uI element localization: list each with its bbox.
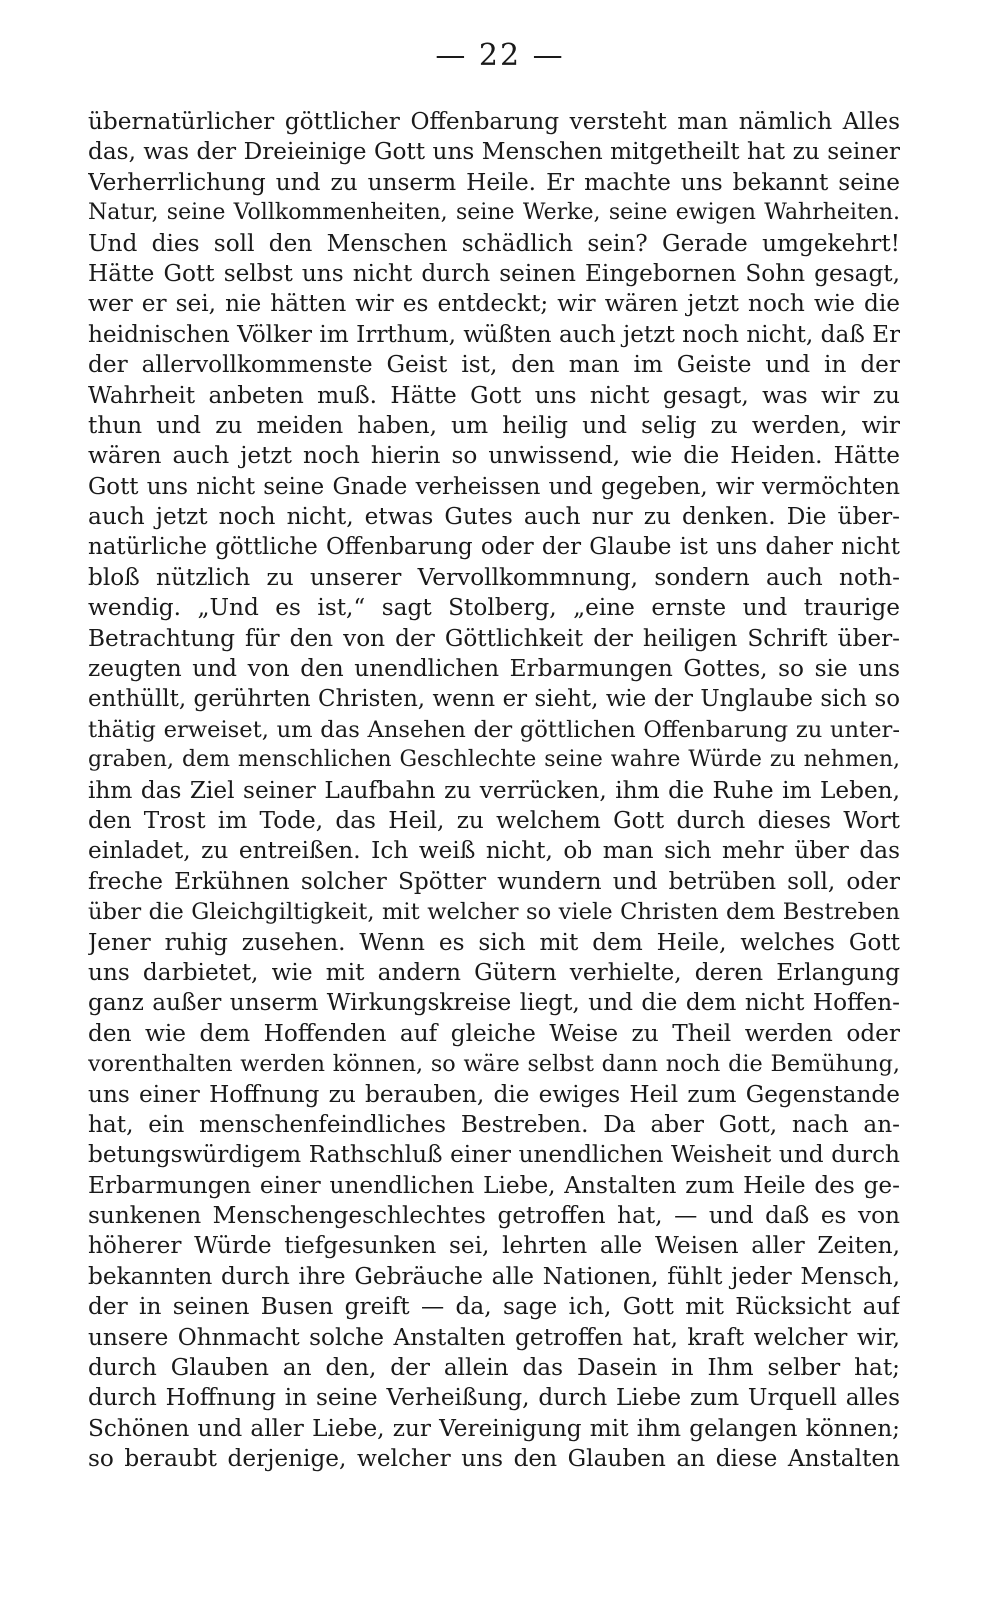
- text-line: das, was der Dreieinige Gott uns Menschen mitgetheilt hat zu seiner: [88, 138, 900, 166]
- text-line: den Trost im Tode, das Heil, zu welchem Gott durch dieses Wort: [88, 806, 900, 834]
- text-line: auch jetzt noch nicht, etwas Gutes auch nur zu denken. Die über-: [88, 503, 900, 531]
- text-line: durch Glauben an den, der allein das Dasein in Ihm selber hat;: [88, 1354, 900, 1382]
- text-line: vorenthalten werden können, so wäre selbst dann noch die Bemühung,: [88, 1051, 900, 1078]
- text-line: thätig erweiset, um das Ansehen der göttlichen Offenbarung zu unter-: [88, 716, 900, 743]
- text-line: graben, dem menschlichen Geschlechte seine wahre Würde zu nehmen,: [88, 747, 900, 773]
- text-line: über die Gleichgiltigkeit, mit welcher so viele Christen dem Bestreben: [88, 899, 900, 926]
- text-line: der allervollkommenste Geist ist, den man im Geiste und in der: [88, 351, 900, 379]
- text-line: ganz außer unserm Wirkungskreise liegt, und die dem nicht Hoffen-: [88, 989, 900, 1017]
- text-line: natürliche göttliche Offenbarung oder der Glaube ist uns daher nicht: [88, 534, 900, 561]
- text-line: so beraubt derjenige, welcher uns den Glauben an diese Anstalten: [88, 1445, 900, 1473]
- text-line: wer er sei, nie hätten wir es entdeckt; wir wären jetzt noch wie die: [88, 290, 900, 318]
- text-line: der in seinen Busen greift — da, sage ich, Gott mit Rücksicht auf: [88, 1293, 900, 1321]
- text-line: uns einer Hoffnung zu berauben, die ewiges Heil zum Gegenstande: [88, 1080, 900, 1108]
- text-line: Schönen und aller Liebe, zur Vereinigung mit ihm gelangen können;: [88, 1414, 900, 1442]
- text-line: Jener ruhig zusehen. Wenn es sich mit dem Heile, welches Gott: [88, 928, 900, 956]
- text-line: wendig. „Und es ist,“ sagt Stolberg, „eine ernste und traurige: [88, 594, 900, 622]
- text-line: freche Erkühnen solcher Spötter wundern und betrüben soll, oder: [88, 867, 900, 895]
- text-line: zeugten und von den unendlichen Erbarmungen Gottes, so sie uns: [88, 655, 900, 683]
- text-line: Gott uns nicht seine Gnade verheissen und gegeben, wir vermöchten: [88, 473, 900, 500]
- text-line: heidnischen Völker im Irrthum, wüßten auch jetzt noch nicht, daß Er: [88, 320, 900, 348]
- text-line: Hätte Gott selbst uns nicht durch seinen Eingebornen Sohn gesagt,: [88, 259, 900, 287]
- text-line: ihm das Ziel seiner Laufbahn zu verrücken, ihm die Ruhe im Leben,: [88, 776, 900, 804]
- text-line: den wie dem Hoffenden auf gleiche Weise zu Theil werden oder: [88, 1019, 900, 1047]
- text-line: enthüllt, gerührten Christen, wenn er sieht, wie der Unglaube sich so: [88, 686, 900, 713]
- body-text: [88, 107, 900, 1475]
- text-line: unsere Ohnmacht solche Anstalten getroffen hat, kraft welcher wir,: [88, 1323, 900, 1351]
- text-line: höherer Würde tiefgesunken sei, lehrten alle Weisen aller Zeiten,: [88, 1232, 900, 1260]
- text-line: sunkenen Menschengeschlechtes getroffen hat, — und daß es von: [88, 1202, 900, 1230]
- text-line: Natur, seine Vollkommenheiten, seine Werke, seine ewigen Wahrheiten.: [88, 200, 900, 226]
- text-line: wären auch jetzt noch hierin so unwissend, wie die Heiden. Hätte: [88, 442, 900, 470]
- text-line: Wahrheit anbeten muß. Hätte Gott uns nicht gesagt, was wir zu: [88, 381, 900, 409]
- text-line: betungswürdigem Rathschluß einer unendlichen Weisheit und durch: [88, 1141, 900, 1169]
- text-line: hat, ein menschenfeindliches Bestreben. Da aber Gott, nach an-: [88, 1110, 900, 1138]
- text-line: Und dies soll den Menschen schädlich sein? Gerade umgekehrt!: [88, 229, 900, 257]
- page-number: — 22 —: [435, 38, 565, 73]
- text-line: Verherrlichung und zu unserm Heile. Er machte uns bekannt seine: [88, 168, 900, 196]
- text-line: uns darbietet, wie mit andern Gütern verhielte, deren Erlangung: [88, 958, 900, 986]
- text-line: Betrachtung für den von der Göttlichkeit der heiligen Schrift über-: [88, 624, 900, 652]
- text-line: bloß nützlich zu unserer Vervollkommnung, sondern auch noth-: [88, 563, 900, 591]
- text-line: Erbarmungen einer unendlichen Liebe, Anstalten zum Heile des ge-: [88, 1171, 900, 1199]
- text-line: thun und zu meiden haben, um heilig und selig zu werden, wir: [88, 411, 900, 439]
- text-line: bekannten durch ihre Gebräuche alle Nationen, fühlt jeder Mensch,: [88, 1262, 900, 1290]
- text-line: einladet, zu entreißen. Ich weiß nicht, ob man sich mehr über das: [88, 837, 900, 865]
- text-line: übernatürlicher göttlicher Offenbarung versteht man nämlich Alles: [88, 108, 900, 135]
- text-line: durch Hoffnung in seine Verheißung, durch Liebe zum Urquell alles: [88, 1384, 900, 1412]
